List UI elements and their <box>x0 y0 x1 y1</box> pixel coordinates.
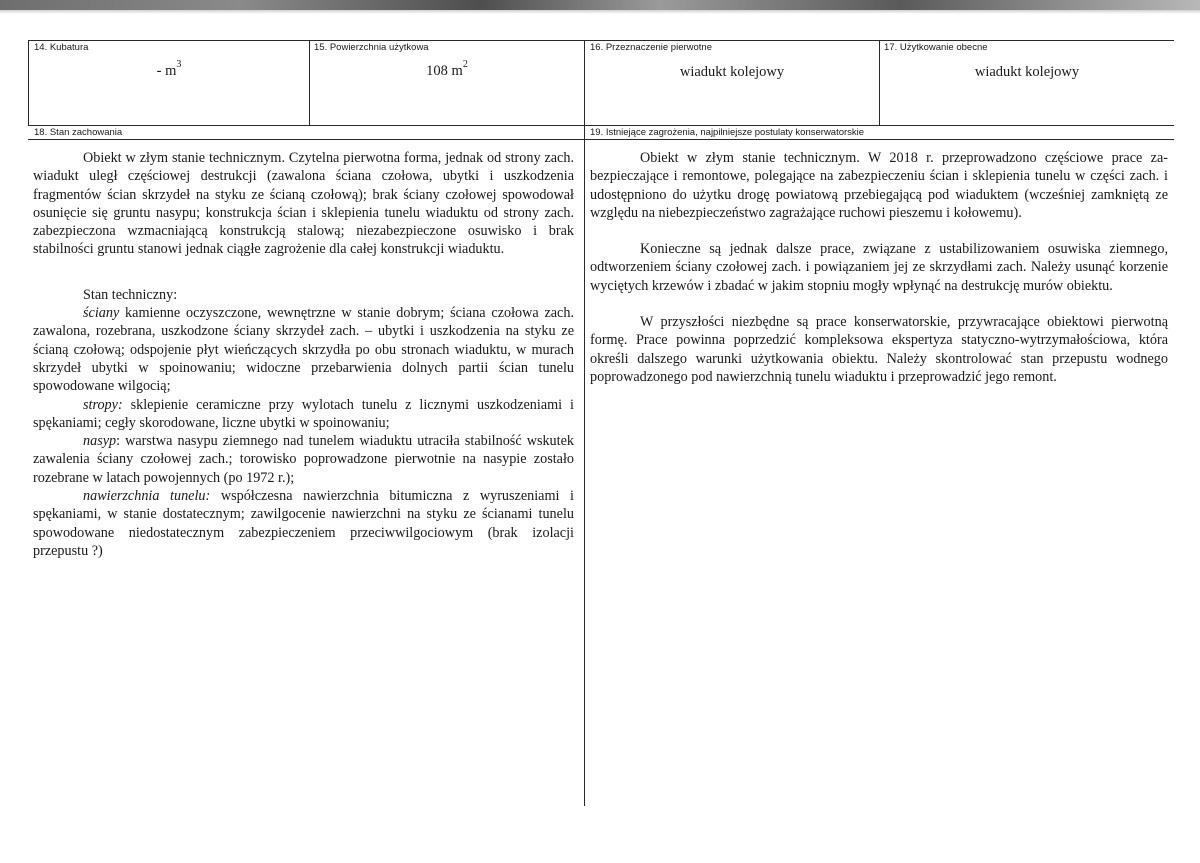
cell-15-value: 108 $m^2$ <box>426 59 468 79</box>
col-divider-2 <box>584 40 585 806</box>
col-divider-1 <box>309 40 310 126</box>
cell-14-label: 14. Kubatura <box>34 42 89 53</box>
section-18-body <box>33 149 574 560</box>
tech-item-walls: ściany kamienne oczyszczone, wewnętrzne w stanie dobrym; ściana czołowa zach. zawalona, rozebrana, uszkodzone ściany skrzydeł zach. – ubytki i uszkodzenia na styku ze ścianą czołową; odspojenie płyt wieńczących skrzydła po obu stronach wiaduktu, w murach skrzydeł ubytki w spoinowaniu; widoczne przebarwienia dolnych partii ścian tunelu spowodowane wilgocią; <box>33 305 574 395</box>
table-top-border <box>28 40 1174 41</box>
cell-17-value: wiadukt kolejowy <box>974 64 1080 80</box>
threats-paragraph-3: W przyszłości niezbędne są prace konserwatorskie, przywracające obiektowi pierwotną formę. Prace powinna poprzedzić kompleksowa ekspertyza statyczno-wytrzymałościowa, która określi dalszego warunki użytkowania obiektu. Należy skontrolować stan przepustu wodnego poprowadzonego pod nawierzchnią tunelu wiaduktu i przeprowadzić jego remont. <box>590 314 1168 385</box>
cell-16-label: 16. Przeznaczenie pierwotne <box>590 42 712 53</box>
tech-item-embankment: nasyp: warstwa nasypu ziemnego nad tunelem wiaduktu utraciła stabilność wskutek zawalenia ściany czołowej zach.; torowisko poprowadzone pierwotnie na nasypie zostało rozebrane w latach powojennych (po 1972 r.); <box>33 433 574 486</box>
section-18-label: 18. Stan zachowania <box>34 127 123 138</box>
cell-15-label: 15. Powierzchnia użytkowa <box>314 42 429 53</box>
left-border <box>28 40 29 126</box>
tech-item-surface: nawierzchnia tunelu: współczesna nawierzchnia bitumiczna z wyruszeniami i spękaniami, w stanie dostatecznym; zawilgocenie nawierzchni na styku ze ścianami tunelu spowodowane niedostatecznym zabezpieczeniem przeciwwilgociowym (brak izolacji przepustu ?) <box>33 488 574 559</box>
tech-item-ceilings: stropy: sklepienie ceramiczne przy wylotach tunelu z licznymi uszkodzeniami i spękaniami; cegły skorodowane, liczne ubytki w spoinowaniu; <box>33 396 574 431</box>
section-19-body <box>590 149 1168 386</box>
header-row-bottom-border <box>28 125 1174 126</box>
section-19-label: 19. Istniejące zagrożenia, najpilniejsze postulaty konserwatorskie <box>590 127 865 138</box>
threats-paragraph-2: Konieczne są jednak dalsze prace, związane z ustabilizowaniem osuwiska ziemnego, odtworzeniem ściany czołowej zach. i powiązaniem jej ze skrzydłami zach. Należy usunąć korzenie wyciętych krzewów i zbadać w jakim stopniu mogły wpłynąć na destrukcję murów obiektu. <box>590 241 1168 294</box>
col-divider-3 <box>879 40 880 126</box>
condition-intro: Obiekt w złym stanie technicznym. Czytelna pierwotna forma, jednak od strony zach. wiadukt uległ częściowej destrukcji (zawalona ściana czołowa, ubytki i uszkodzenia fragmentów ścian skrzydeł na styku ze ścianą czołową); brak ściany czołowej spowodował osunięcie się gruntu nasypu; konstrukcja ścian i sklepienia tunelu wiaduktu od strony zach. zabezpieczona wzmacniającą konstrukcją stalową; niezabezpieczone osuwisko i brak stabilności gruntu stanowi jednak ciągłe zagrożenie dla całej konstrukcji wiaduktu. <box>33 150 574 258</box>
tech-heading: Stan techniczny: <box>83 286 178 303</box>
cell-14-value: - $m^3$ <box>156 59 182 79</box>
cell-16-value: wiadukt kolejowy <box>679 64 785 80</box>
cell-17-label: 17. Użytkowanie obecne <box>884 42 988 53</box>
threats-paragraph-1: Obiekt w złym stanie technicznym. W 2018 r. przeprowadzono częściowe prace zabezpieczające i remontowe, polegające na zabezpieczeniu ścian i sklepienia tunelu w części zach. i udostępniono do użytku drogę powiatową przebiegającą pod wiaduktem (wcześniej zamkniętą ze względu na niebezpieczeństwo zagrażające ruchowi pieszemu i kołowemu). <box>590 150 1168 221</box>
section-label-border <box>28 139 1174 140</box>
